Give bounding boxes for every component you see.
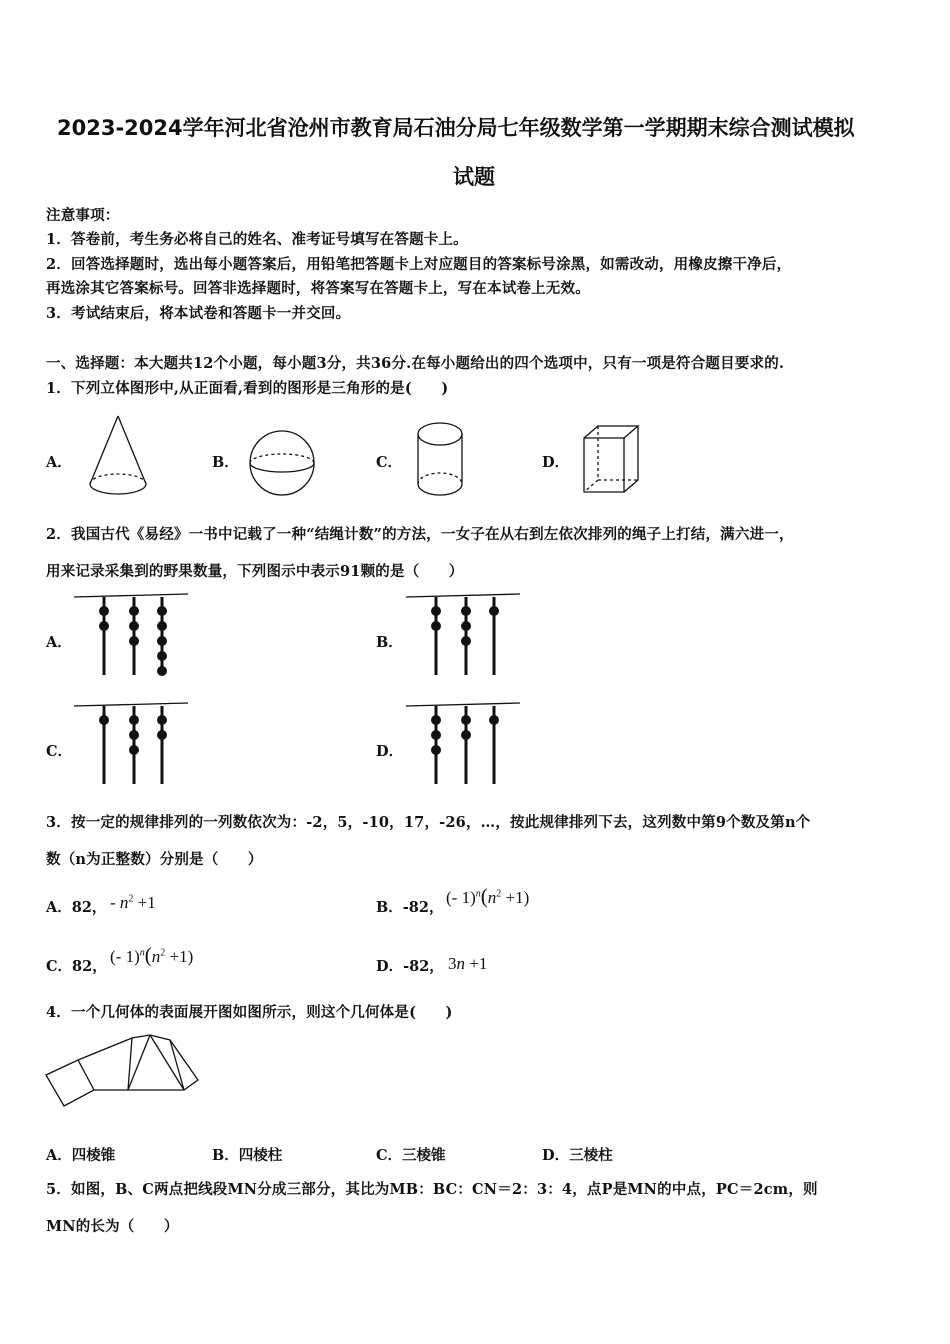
q3-option-d-label: D．-82，	[376, 958, 444, 975]
cube-figure	[582, 424, 644, 496]
rope-knot	[431, 730, 441, 740]
q3-option-b-label: B．-82，	[376, 899, 444, 916]
rope-knot	[157, 666, 167, 676]
exam-title-line2: 试题	[453, 165, 495, 189]
q3-option-d-expr: 3n +1	[448, 954, 488, 973]
rope-knot	[461, 606, 471, 616]
rope-knot	[461, 715, 471, 725]
notice-item-1: 1．答卷前，考生务必将自己的姓名、准考证号填写在答题卡上。	[46, 231, 468, 248]
notice-item-2-cont: 再选涂其它答案标号。回答非选择题时，将答案写在答题卡上，写在本试卷上无效。	[46, 280, 590, 297]
rope-knot	[431, 621, 441, 631]
net-figure	[44, 1030, 204, 1110]
knot-rope-figure-a	[72, 593, 192, 677]
q1-option-c-label: C．	[376, 454, 403, 471]
rope-knot	[157, 730, 167, 740]
notice-item-3: 3．考试结束后，将本试卷和答题卡一并交回。	[46, 305, 351, 322]
section-heading: 一、选择题：本大题共12个小题，每小题3分，共36分.在每小题给出的四个选项中，只有一项是符合题目要求的.	[46, 355, 785, 372]
q2-option-c-label: C．	[46, 743, 73, 760]
q4-option-a: A．四棱锥	[46, 1147, 116, 1164]
q4-option-c: C．三棱锥	[376, 1147, 446, 1164]
exam-title-line1: 2023-2024学年河北省沧州市教育局石油分局七年级数学第一学期期末综合测试模拟	[57, 116, 855, 140]
rope-knot	[461, 636, 471, 646]
rope-knot	[99, 621, 109, 631]
rope-knot	[431, 715, 441, 725]
rope-bar	[74, 703, 188, 706]
rope-knot	[157, 621, 167, 631]
rope-knot	[129, 715, 139, 725]
q3-option-a-expr: - $n^2 +1$	[110, 893, 156, 912]
q4-stem: 4．一个几何体的表面展开图如图所示，则这个几何体是( )	[46, 1004, 453, 1021]
q2-option-b-label: B．	[376, 634, 403, 651]
rope-knot	[157, 651, 167, 661]
knot-rope-figure-d	[404, 702, 524, 786]
q1-option-b-label: B．	[212, 454, 239, 471]
rope-knot	[129, 636, 139, 646]
rope-knot	[489, 606, 499, 616]
rope-knot	[157, 715, 167, 725]
rope-knot	[99, 715, 109, 725]
rope-knot	[129, 730, 139, 740]
rope-knot	[431, 745, 441, 755]
rope-knot	[461, 621, 471, 631]
rope-bar	[406, 594, 520, 597]
sphere-figure	[248, 429, 318, 499]
rope-knot	[129, 621, 139, 631]
rope-knot	[431, 606, 441, 616]
rope-knot	[129, 606, 139, 616]
rope-knot	[99, 606, 109, 616]
rope-knot	[129, 745, 139, 755]
q3-option-c-expr: (- $1)^n(n^2 +1)$	[110, 943, 194, 967]
q3-option-a-label: A．82，	[46, 899, 107, 916]
q2-stem-line2: 用来记录采集到的野果数量，下列图示中表示91颗的是（ ）	[46, 563, 464, 580]
q4-option-d: D．三棱柱	[542, 1147, 613, 1164]
q4-option-b: B．四棱柱	[212, 1147, 283, 1164]
knot-rope-figure-c	[72, 702, 192, 786]
rope-bar	[74, 594, 188, 597]
q3-stem-line2: 数（n为正整数）分别是（ ）	[46, 851, 263, 868]
q1-option-a-label: A．	[46, 454, 72, 471]
rope-knot	[461, 730, 471, 740]
q5-stem-line2: MN的长为（ ）	[46, 1218, 179, 1235]
rope-knot	[157, 606, 167, 616]
cone-figure	[88, 412, 148, 498]
q3-option-c-label: C．82，	[46, 958, 107, 975]
q5-stem-line1: 5．如图，B、C两点把线段MN分成三部分，其比为MB：BC：CN＝2：3：4，点P是MN的中点，PC＝2cm，则	[46, 1181, 818, 1198]
q1-stem: 1．下列立体图形中,从正面看,看到的图形是三角形的是( )	[46, 380, 449, 397]
q2-option-a-label: A．	[46, 634, 72, 651]
rope-bar	[406, 703, 520, 706]
rope-knot	[157, 636, 167, 646]
q2-option-d-label: D．	[376, 743, 404, 760]
cylinder-figure	[416, 420, 466, 500]
knot-rope-figure-b	[404, 593, 524, 677]
q1-option-d-label: D．	[542, 454, 570, 471]
notice-heading: 注意事项：	[46, 207, 120, 224]
rope-knot	[489, 715, 499, 725]
notice-item-2: 2．回答选择题时，选出每小题答案后，用铅笔把答题卡上对应题目的答案标号涂黑，如需改动，用橡皮擦干净后，	[46, 256, 792, 273]
q3-stem-line1: 3．按一定的规律排列的一列数依次为：-2，5，-10，17，-26，…，按此规律排列下去，这列数中第9个数及第n个	[46, 814, 811, 831]
q2-stem-line1: 2．我国古代《易经》一书中记载了一种“结绳计数”的方法，一女子在从右到左依次排列的绳子上打结，满六进一，	[46, 526, 794, 543]
q3-option-b-expr: (- $1)^n(n^2 +1)$	[446, 884, 530, 908]
